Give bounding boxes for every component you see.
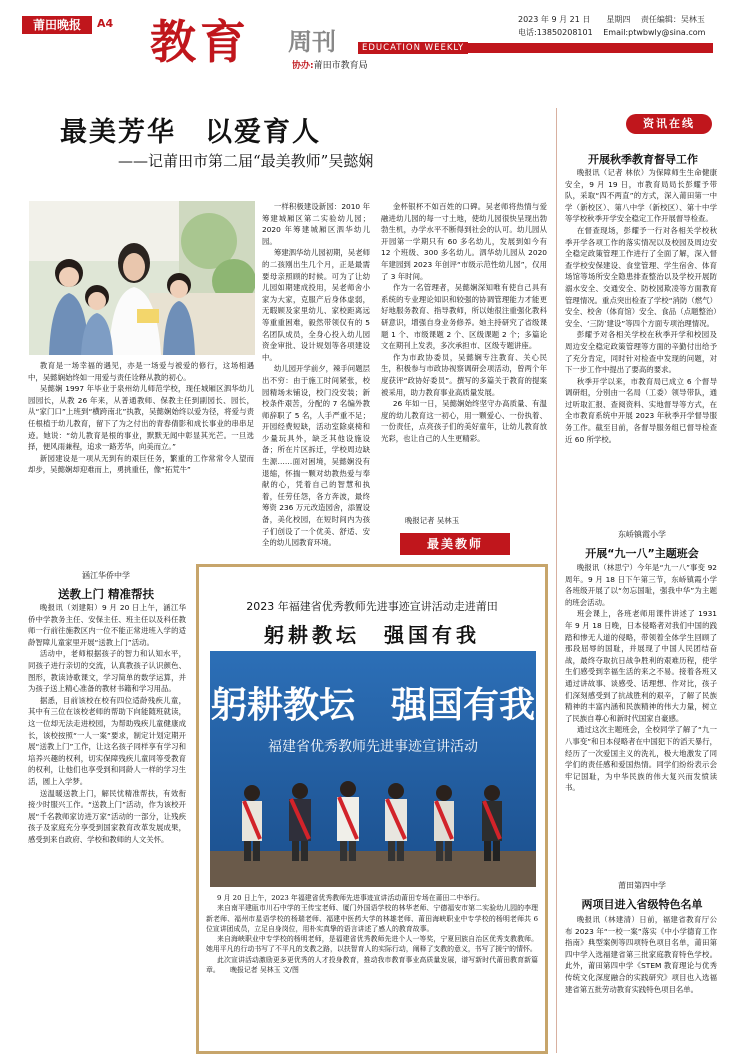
news-source-2: 东峤镇霞小学 [618, 530, 666, 539]
section-title: 教育 [150, 15, 250, 69]
cosponsor-label: 协办: [292, 61, 314, 71]
paragraph: 晚报讯（记者 林依）为保障师生生命健康安全，9 月 19 日，市教育局局长彭耀予带队，采取“四不两直”的方式，深入莆田第一中学（新校区）、第八中学（新校区）、第十中学等学校秋季开学安全稳定工作开展督导检查。 [565, 168, 717, 224]
news-body-3 [565, 914, 717, 995]
paragraph: 通过这次主题班会，全校同学了解了“九一八事变”和日本侵略者在中国犯下的滔天暴行，经历了一次爱国主义的洗礼，极大地激发了同学们的责任感和爱国热情。同学们纷纷表示会牢记国耻，为中华民族的伟大复兴而发愤读书。 [565, 725, 717, 793]
section-english: EDUCATION WEEKLY [358, 42, 468, 54]
banner-event-name: 福建省优秀教师先进事迹宣讲活动 [268, 739, 478, 755]
paragraph: 作为市政协委员，吴懿娴专注教育、关心民生，积极参与市政协视察调研会项活动，曾两个年度获评“政协好委员”。撰写的多篇关于教育的提案被采用，助力教育事业高质量发展。 [381, 352, 547, 397]
main-byline: 晚报记者 吴林玉 [405, 516, 460, 525]
news-source-3: 莆田第四中学 [618, 881, 666, 890]
left-news-source: 涵江华侨中学 [82, 571, 130, 580]
issue-date-editor: 2023 年 9 月 21 日 星期四 责任编辑：吴林玉 [518, 15, 705, 24]
cosponsor-name: 莆田市教育局 [313, 61, 368, 71]
main-article-col2 [262, 201, 370, 549]
paragraph: 彭耀予对各相关学校在秋季开学和校园及周边安全稳定政策管理等方面的辛勤付出给予了充分肯定，同时针对检查中发现的问题，对下一步工作中提出了要高的要求。 [565, 330, 717, 375]
paragraph: 来自南平建瓯市川石中学的王传宝老师、厦门外国语学校的林华老师、宁德福安市第二实验幼儿园的李理新老师、福州市星语学校的杨瑞老师、福建中医药大学的林雄老师、莆田海峡职业中专学校的杨明老师共 6 位宣讲团成员，立足自身岗位，用朴实真挚的语言讲述了感人的教育故事。 [206, 904, 538, 933]
paragraph: 幼儿园开学前夕，辣手问题层出不穷：由于施工时间紧张，校园精场未铺设，校门没安装；新校条件艰苦，分配的 7 名编外教师辞职了 5 名，人手严重不足；开园经费短缺，活动室除桌椅和少量玩具外，缺乏其他设施设备；所在片区拆迁，学校周边缺生源……面对困境，吴懿娴没有退缩，怀揣一颗对幼教热爱与奉献的心，凭着自己的智慧和执着，任劳任怨，各方奔波，最终筹资 236 万元改造园舍，添置设备，美化校园，在短时间内为孩子们创设了一个优美、舒适、安全的幼儿园教育环境。 [262, 364, 370, 548]
newspaper-logo: 莆田晚报 [22, 16, 92, 34]
paragraph: 晚报讯（林建清）日前，福建省教育厅公布 2023 年“一校一案”落实《中小学德育工作指南》典型案例等四项特色项目名单，莆田第四中学入选福建省第三批家庭教育特色学校。此外，莆田第四中学《STEM 教育理论与优秀传统文化深度融合的实践研究》项目也入选福建省第五批劳动教育实践特色项目名单。 [565, 915, 717, 994]
paragraph: 秋季开学以来，市教育局已成立 6 个督导调研组，分别由一名局（工委）领导带队，通过听取汇报、查阅资料、实地督导等方式，在全市教育系统中开展 2023 年秋季开学督导服务工作。截至目前，各督导服务组已督导检查近 60 所学校。 [565, 376, 717, 444]
paragraph: 在督查现场，彭耀予一行对各相关学校秋季开学各项工作的落实情况以及校园及周边安全稳定政策管理工作进行了全面了解，深入督查学校安保建设、食堂管理、学生宿舍、体育场馆等场所安全隐患排查整治以及学校开展防溺水安全、交通安全、防校园欺凌等方面教育管理情况。重点突出检查了学校“消防（燃气）安全、校舍（体育馆）安全、食品（点题整治）安全、‘三防’建设”等四个方面专项治理情况。 [565, 225, 717, 328]
issue-contact: 电话:13850208101 Email:ptwbwly@sina.com [518, 28, 706, 37]
cosponsor [292, 58, 368, 71]
paragraph: 晚报讯（刘建阳）9 月 20 日上午，涵江华侨中学教务主任、安保主任、班主任以及科任教师一行前往施教区内一位不能正常进班入学的适龄智障儿童家里开展“送教上门”活动。 [28, 603, 186, 647]
paragraph: 教育是一场幸福的遇见，亦是一场爱与被爱的修行，这场相遇中，吴懿娴始终如一用爱与责任诠释从教的初心。 [28, 361, 254, 382]
section-weekly: 周刊 [288, 27, 336, 56]
left-news-headline: 送教上门 精准帮扶 [57, 587, 154, 601]
column-divider [556, 108, 557, 1053]
paragraph: 吴懿娴 1997 年毕业于泉州幼儿师范学校，现任城厢区泗华幼儿园园长，从教 26 年来，从普通教师、保教主任到副园长、园长，从“家门口”上班到“横跨南北”执教，吴懿娴始终以爱为径，将爱与责任根植于幼儿教育，留下了为之付出的青春倩影和成长事业的串串足迹。她说：“幼儿教育是根的事业，默默无闻中彰显其光芒。一旦选择，便风雨兼程，追求一路芳华，向美而立。” [28, 384, 254, 452]
paragraph: 班会课上，各班老师用课件讲述了 1931 年 9 月 18 日晚，日本侵略者对我们中国的践踏和惨无人道的侵略，带领着全体学生回顾了那段屈辱的国耻，并展现了中国人民团结奋战，最终夺取抗日战争胜利的艰难历程，使学生们感受到幸福生活的来之不易。接着各班又通过讲故事、谈感受、话理想、作对比，孩子们深刻感受到了抗战胜利的艰辛，了解了民族精神的丰富内涵和民族精神的伟大力量，树立了民族自尊心和新时代国家自豪感。 [565, 609, 717, 723]
paragraph: 筹建泗华幼儿园初期，吴老师的二孩刚出生几个月，正是最需要母亲照顾的时候。可为了让幼儿园如期建成投用，吴老师舍小家为大家，克服产后身体虚弱，无暇顾及家里幼儿、家校距离远等重重困难，毅然带领仅有的 5 名团队成员，全身心投入幼儿园资金审批、设计规划等各项建设中。 [262, 248, 370, 362]
news-column-tag: 资讯在线 [626, 114, 712, 134]
main-headline: 最美芳华 以爱育人 [60, 117, 321, 148]
feature-headline: 躬耕教坛 强国有我 [264, 623, 480, 647]
paragraph: 金杯银杯不如百姓的口碑。吴老师将热情与爱融进幼儿园的每一寸土地，使幼儿园很快呈现出勃勃生机，办学水平不断得到社会的认可。幼儿园从开园第一学期只有 60 多名幼儿，发展到如今有 12 个班级、300 多名幼儿。泗华幼儿园从 2020 年建园到 2023 年创评“市级示范性幼儿园”，仅用了 3 年时间。 [381, 202, 547, 281]
news-body-1 [565, 167, 717, 445]
news-headline-3: 两项目进入省级特色名单 [581, 898, 703, 911]
feature-kicker: 2023 年福建省优秀教师先进事迹宣讲活动走进莆田 [246, 600, 498, 613]
paragraph: 据悉，目前该校在校有四位适龄残疾儿童，其中有三位在该校老师的帮助下向能随班就读，这一位却无法走进校园，为帮助残疾儿童健康成长，该校按照“一人一案”要求，制定计划定期开展“送教上门”工作，让这名孩子同样享有学习和培养兴趣的权利，切实保障残疾儿童同等受教育的权利，让他们也享受到和同龄人一样的学习生活，圆上入学梦。 [28, 695, 186, 786]
banner-slogan: 躬耕教坛 强国有我 [210, 684, 536, 726]
main-subheadline: ——记莆田市第二届“最美教师”吴懿娴 [118, 152, 374, 170]
paragraph: 晚报讯（林思宁）今年是“九一八”事变 92 周年。9 月 18 日下午第三节，东峤镇霞小学各班级开展了以“勿忘国耻，强我中华”为主题的班会活动。 [565, 563, 717, 607]
paragraph: 作为一名管理者，吴懿娴深知唯有使自己具有系统的专业理论知识和较强的协调管理能力才能更好地服务教育、指导教师，所以她很注重强化教科研意识，增强自身业务修养。她主持研究了省级课题 1 个、市级课题 2 个、区级课题 2 个；多篇论文在期刊上发表，多次承担市、区级专题讲座。 [381, 283, 547, 351]
main-article-col1 [28, 360, 254, 476]
paragraph: 送温暖送教上门，解民忧精准帮扶，有效衔接少时服兴工作。“送教上门”活动，作为该校开展“千名教师家访进万家”活动的一部分，让残疾孩子及家庭充分享受到国家教育改革发展成果，感受到来自政府、学校和教师的人文关怀。 [28, 788, 186, 844]
main-article-col3 [381, 201, 547, 444]
left-news-body [28, 602, 186, 845]
news-body-2 [565, 562, 717, 794]
page-number: A4 [97, 17, 114, 30]
paragraph: 此次宣讲活动激励更多更优秀的人才投身教育，推动我市教育事业高质量发展，谱写新时代莆田教育新篇章。 晚报记者 吴林玉 文/图 [206, 955, 538, 975]
paragraph: 9 月 20 日上午，2023 年福建省优秀教师先进事迹宣讲活动莆田专场在莆田二中举行。 [217, 894, 484, 902]
news-headline-1: 开展秋季教育督导工作 [588, 153, 698, 166]
paragraph: 来自海峡职业中专学校的杨明老师，是福建省优秀教师先进个人一等奖，宁夏回族自治区优秀支教教师。她用平凡的行动书写了不平凡的支教之路，以扶智育人的实际行动，阐释了支教的意义，书写了援宁的情怀。 [206, 935, 538, 954]
paragraph: 新园建设是一项从无到有的艰巨任务，繁重的工作常常令人望而却步，吴懿娴却迎难而上，勇挑重任，像“拓荒牛” [28, 453, 254, 475]
event-photo [210, 651, 536, 887]
feature-caption [206, 893, 538, 975]
paragraph: 一样积极建设新园：2010 年筹建城厢区第二实验幼儿园；2020 年筹建城厢区泗华幼儿园。 [262, 202, 370, 246]
column-tag: 最美教师 [400, 533, 510, 555]
paragraph: 活动中，老师根据孩子的智力和认知水平，同孩子进行亲切的交流，认真教孩子认识颜色、图形，教读诗歌课文，学习简单的数学运算，并为孩子送上精心准备的教材书籍和学习用品。 [28, 649, 186, 694]
paragraph: 26 年如一日，吴懿娴始终坚守办高质量、有温度的幼儿教育这一初心，用一颗爱心、一份执着、一份责任，点亮孩子们的美好童年，让幼儿教育放光彩，也让自己的人生更精彩。 [381, 399, 547, 443]
teacher-photo [29, 201, 255, 355]
news-headline-2: 开展“九一八”主题班会 [585, 547, 699, 560]
